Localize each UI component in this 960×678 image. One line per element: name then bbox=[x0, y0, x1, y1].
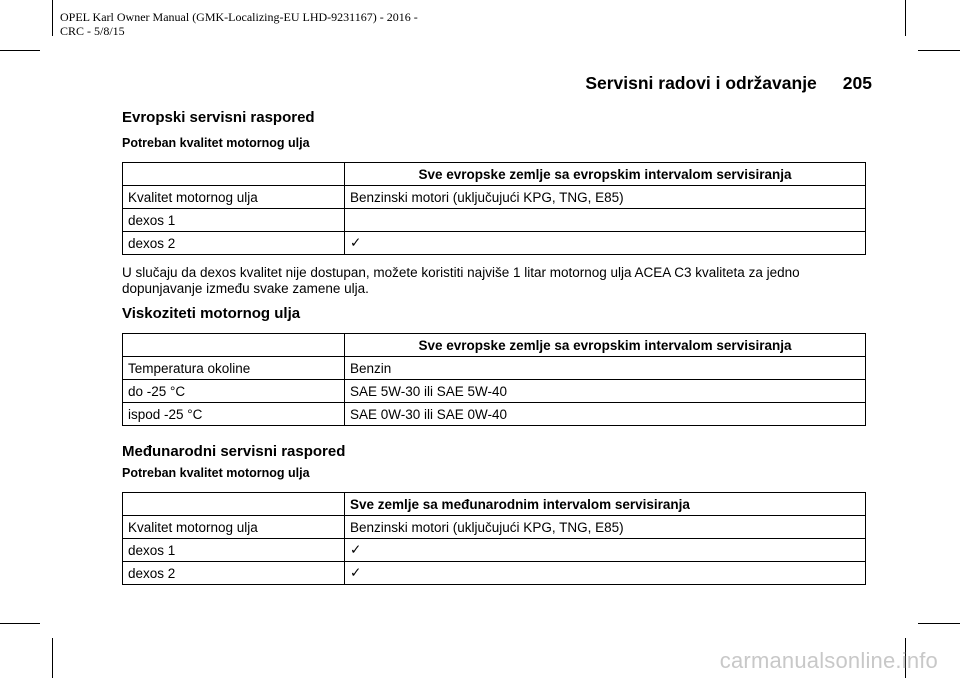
section-subtitle: Potreban kvalitet motornog ulja bbox=[122, 466, 310, 480]
table-row bbox=[123, 357, 866, 380]
running-header bbox=[585, 73, 872, 94]
table-row bbox=[123, 403, 866, 426]
table-header: Sve evropske zemlje sa evropskim intervalom servisiranja bbox=[345, 163, 866, 186]
table-cell: ispod -25 °C bbox=[123, 403, 345, 426]
table-cell bbox=[345, 209, 866, 232]
table-row bbox=[123, 516, 866, 539]
table-cell: Benzinski motori (uključujući KPG, TNG, E85) bbox=[345, 186, 866, 209]
table-row bbox=[123, 209, 866, 232]
header-title: Servisni radovi i održavanje bbox=[585, 73, 817, 93]
table-header: Sve zemlje sa međunarodnim intervalom servisiranja bbox=[345, 493, 866, 516]
crop-mark bbox=[905, 0, 906, 36]
crop-mark bbox=[52, 0, 53, 36]
table-header-row bbox=[123, 493, 866, 516]
table-row bbox=[123, 380, 866, 403]
table-cell: do -25 °C bbox=[123, 380, 345, 403]
table-cell: dexos 1 bbox=[123, 539, 345, 562]
table-header: Sve evropske zemlje sa evropskim intervalom servisiranja bbox=[345, 334, 866, 357]
check-mark: ✓ bbox=[345, 562, 866, 585]
check-mark: ✓ bbox=[345, 232, 866, 255]
page-number: 205 bbox=[842, 73, 872, 93]
section-title: Evropski servisni raspored bbox=[122, 109, 315, 126]
document-info: OPEL Karl Owner Manual (GMK-Localizing-EU LHD-9231167) - 2016 - CRC - 5/8/15 bbox=[60, 10, 418, 38]
table-cell: Benzinski motori (uključujući KPG, TNG, E85) bbox=[345, 516, 866, 539]
table-cell: dexos 1 bbox=[123, 209, 345, 232]
table-header-row bbox=[123, 163, 866, 186]
table-cell: Kvalitet motornog ulja bbox=[123, 516, 345, 539]
table-header-empty bbox=[123, 163, 345, 186]
oil-quality-table-international bbox=[122, 492, 866, 585]
table-cell: dexos 2 bbox=[123, 232, 345, 255]
crop-mark bbox=[0, 623, 40, 624]
watermark: carmanualsonline.info bbox=[719, 648, 938, 673]
oil-quality-table-europe bbox=[122, 162, 866, 255]
section-title: Međunarodni servisni raspored bbox=[122, 443, 346, 460]
table-header-empty bbox=[123, 493, 345, 516]
table-row bbox=[123, 539, 866, 562]
crop-mark bbox=[52, 638, 53, 678]
oil-viscosity-table bbox=[122, 333, 866, 426]
crop-mark bbox=[918, 623, 960, 624]
table-header-empty bbox=[123, 334, 345, 357]
table-row bbox=[123, 562, 866, 585]
table-header-row bbox=[123, 334, 866, 357]
table-cell: Benzin bbox=[345, 357, 866, 380]
table-cell: SAE 5W-30 ili SAE 5W-40 bbox=[345, 380, 866, 403]
crop-mark bbox=[918, 50, 960, 51]
table-cell: Temperatura okoline bbox=[123, 357, 345, 380]
crop-mark bbox=[0, 50, 40, 51]
table-row bbox=[123, 232, 866, 255]
check-mark: ✓ bbox=[345, 539, 866, 562]
section-title: Viskoziteti motornog ulja bbox=[122, 305, 301, 322]
table-cell: dexos 2 bbox=[123, 562, 345, 585]
table-cell: Kvalitet motornog ulja bbox=[123, 186, 345, 209]
table-row bbox=[123, 186, 866, 209]
table-cell: SAE 0W-30 ili SAE 0W-40 bbox=[345, 403, 866, 426]
note-paragraph: U slučaju da dexos kvalitet nije dostupan, možete koristiti najviše 1 litar motornog ulja ACEA C3 kvaliteta za jedno dopunjavanje između svake zamene ulja. bbox=[122, 265, 800, 296]
section-subtitle: Potreban kvalitet motornog ulja bbox=[122, 136, 310, 150]
